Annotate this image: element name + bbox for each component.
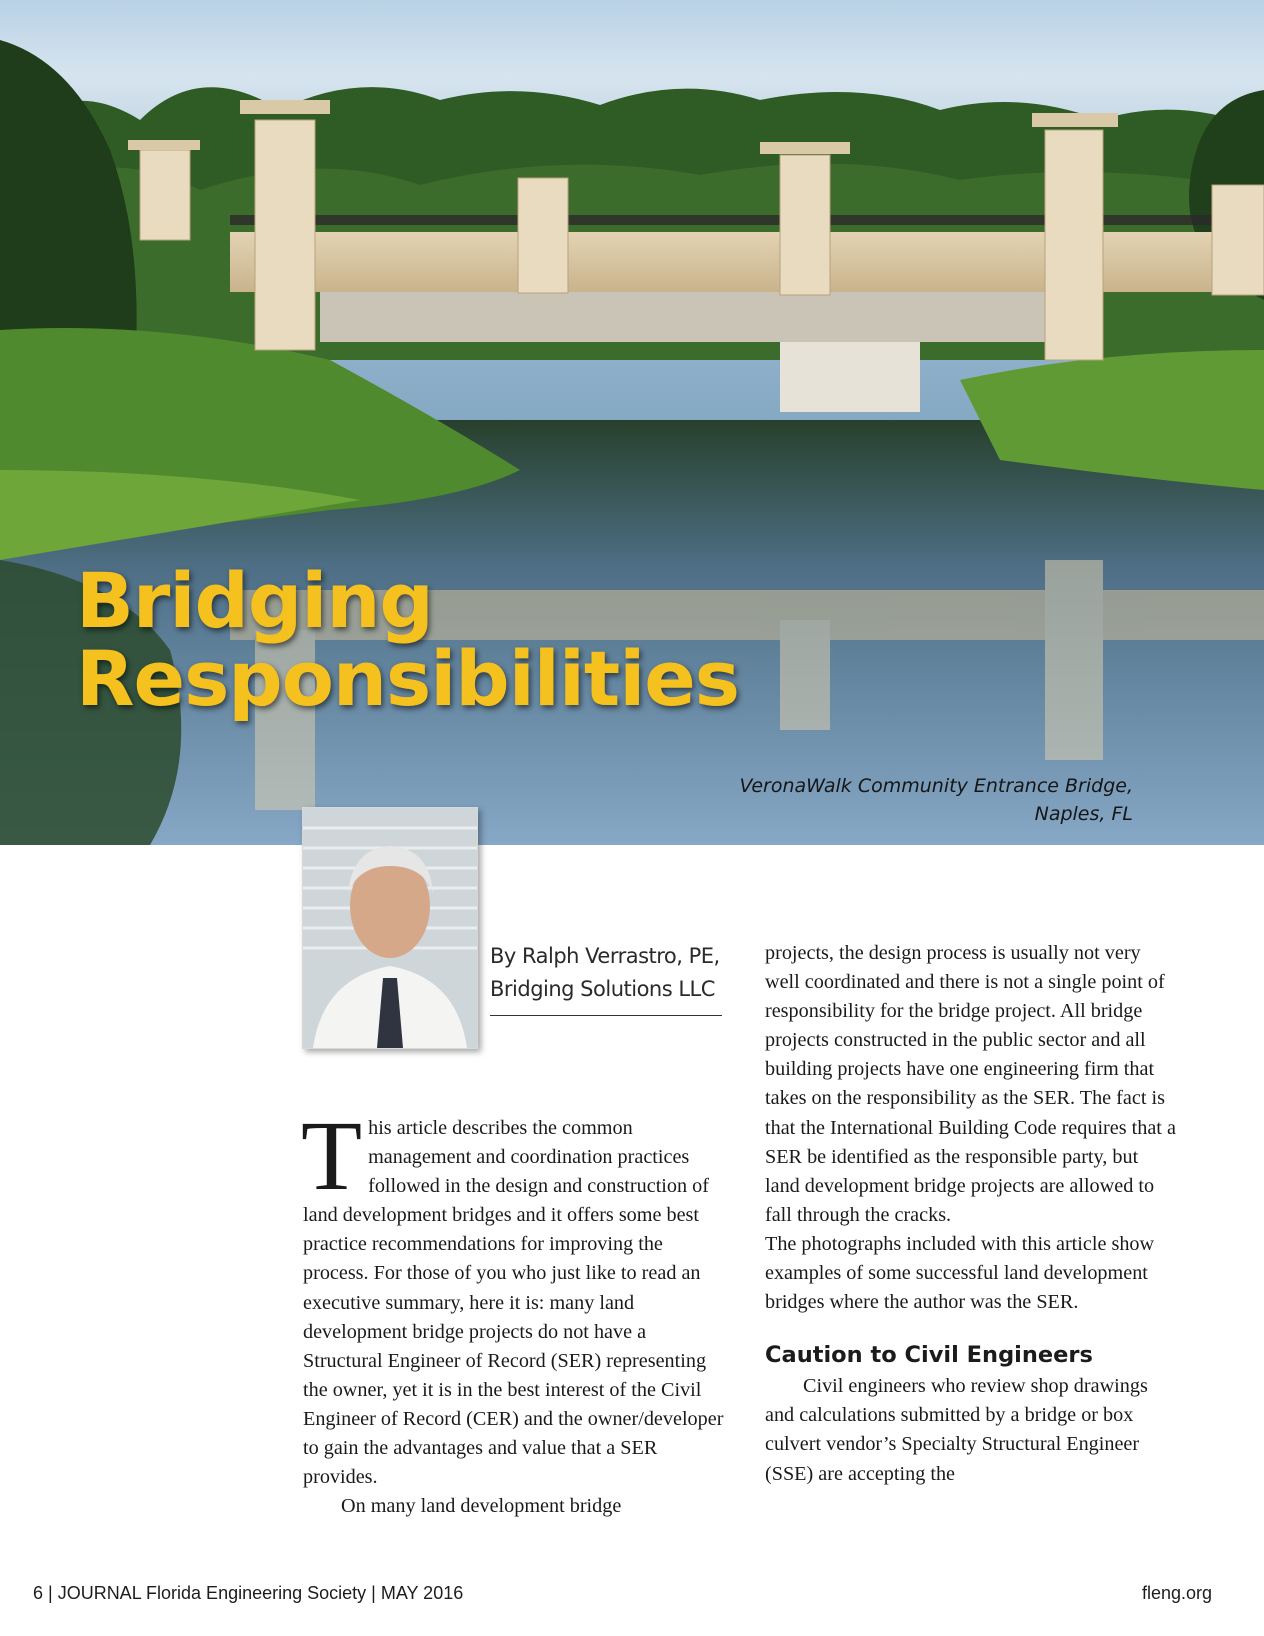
byline-name: By Ralph Verrastro, PE, xyxy=(490,944,720,968)
section-heading: Caution to Civil Engineers xyxy=(765,1342,1093,1369)
byline-company: Bridging Solutions LLC xyxy=(490,977,715,1001)
caption-line-2: Naples, FL xyxy=(1034,803,1133,825)
author-photo xyxy=(303,808,477,1048)
footer-website: fleng.org xyxy=(1141,1583,1212,1603)
author-byline xyxy=(490,940,720,1006)
author-portrait xyxy=(302,807,478,1049)
paragraph-2-start: On many land development bridge xyxy=(341,1495,622,1518)
title-line-2: Responsibilities xyxy=(76,634,740,723)
intro-paragraph xyxy=(301,1100,728,1492)
drop-cap: T xyxy=(301,1100,363,1211)
caption-line-1: VeronaWalk Community Entrance Bridge, xyxy=(739,775,1133,797)
paragraph-4: Civil engineers who review shop drawings and calculations submitted by a bridge or box culvert vendor’s Specialty Structural Engineer (SSE) are accepting the xyxy=(765,1375,1148,1485)
paragraph-2-continued: projects, the design process is usually not very well coordinated and there is not a single point of responsibility for the bridge project. All bridge projects constructed in the public sector and all building projects have one engineering firm that takes on the responsibility as the SER. The fact is that the International Building Code requires that a SER be identified as the responsible party, but land development bridge projects are allowed to fall through the cracks. xyxy=(765,942,1176,1226)
article-title xyxy=(76,556,740,723)
article-column-left xyxy=(301,1100,728,1521)
intro-text: his article describes the common management and coordination practices followed in the design and construction of land development bridges and it offers some best practice recommendations for improving the process. For those of you who just like to read an executive summary, here it is: many land development bridge projects do not have a Structural Engineer of Record (SER) representing the owner, yet it is in the best interest of the Civil Engineer of Record (CER) and the owner/developer to gain the advantages and value that a SER provides. xyxy=(303,1117,724,1489)
photo-caption xyxy=(739,772,1133,828)
article-column-right xyxy=(765,939,1177,1489)
footer-publication: 6 | JOURNAL Florida Engineering Society | MAY 2016 xyxy=(33,1583,464,1603)
title-line-1: Bridging xyxy=(76,556,433,645)
byline-divider xyxy=(490,1015,722,1016)
paragraph-3: The photographs included with this article show examples of some successful land development bridges where the author was the SER. xyxy=(765,1232,1155,1314)
